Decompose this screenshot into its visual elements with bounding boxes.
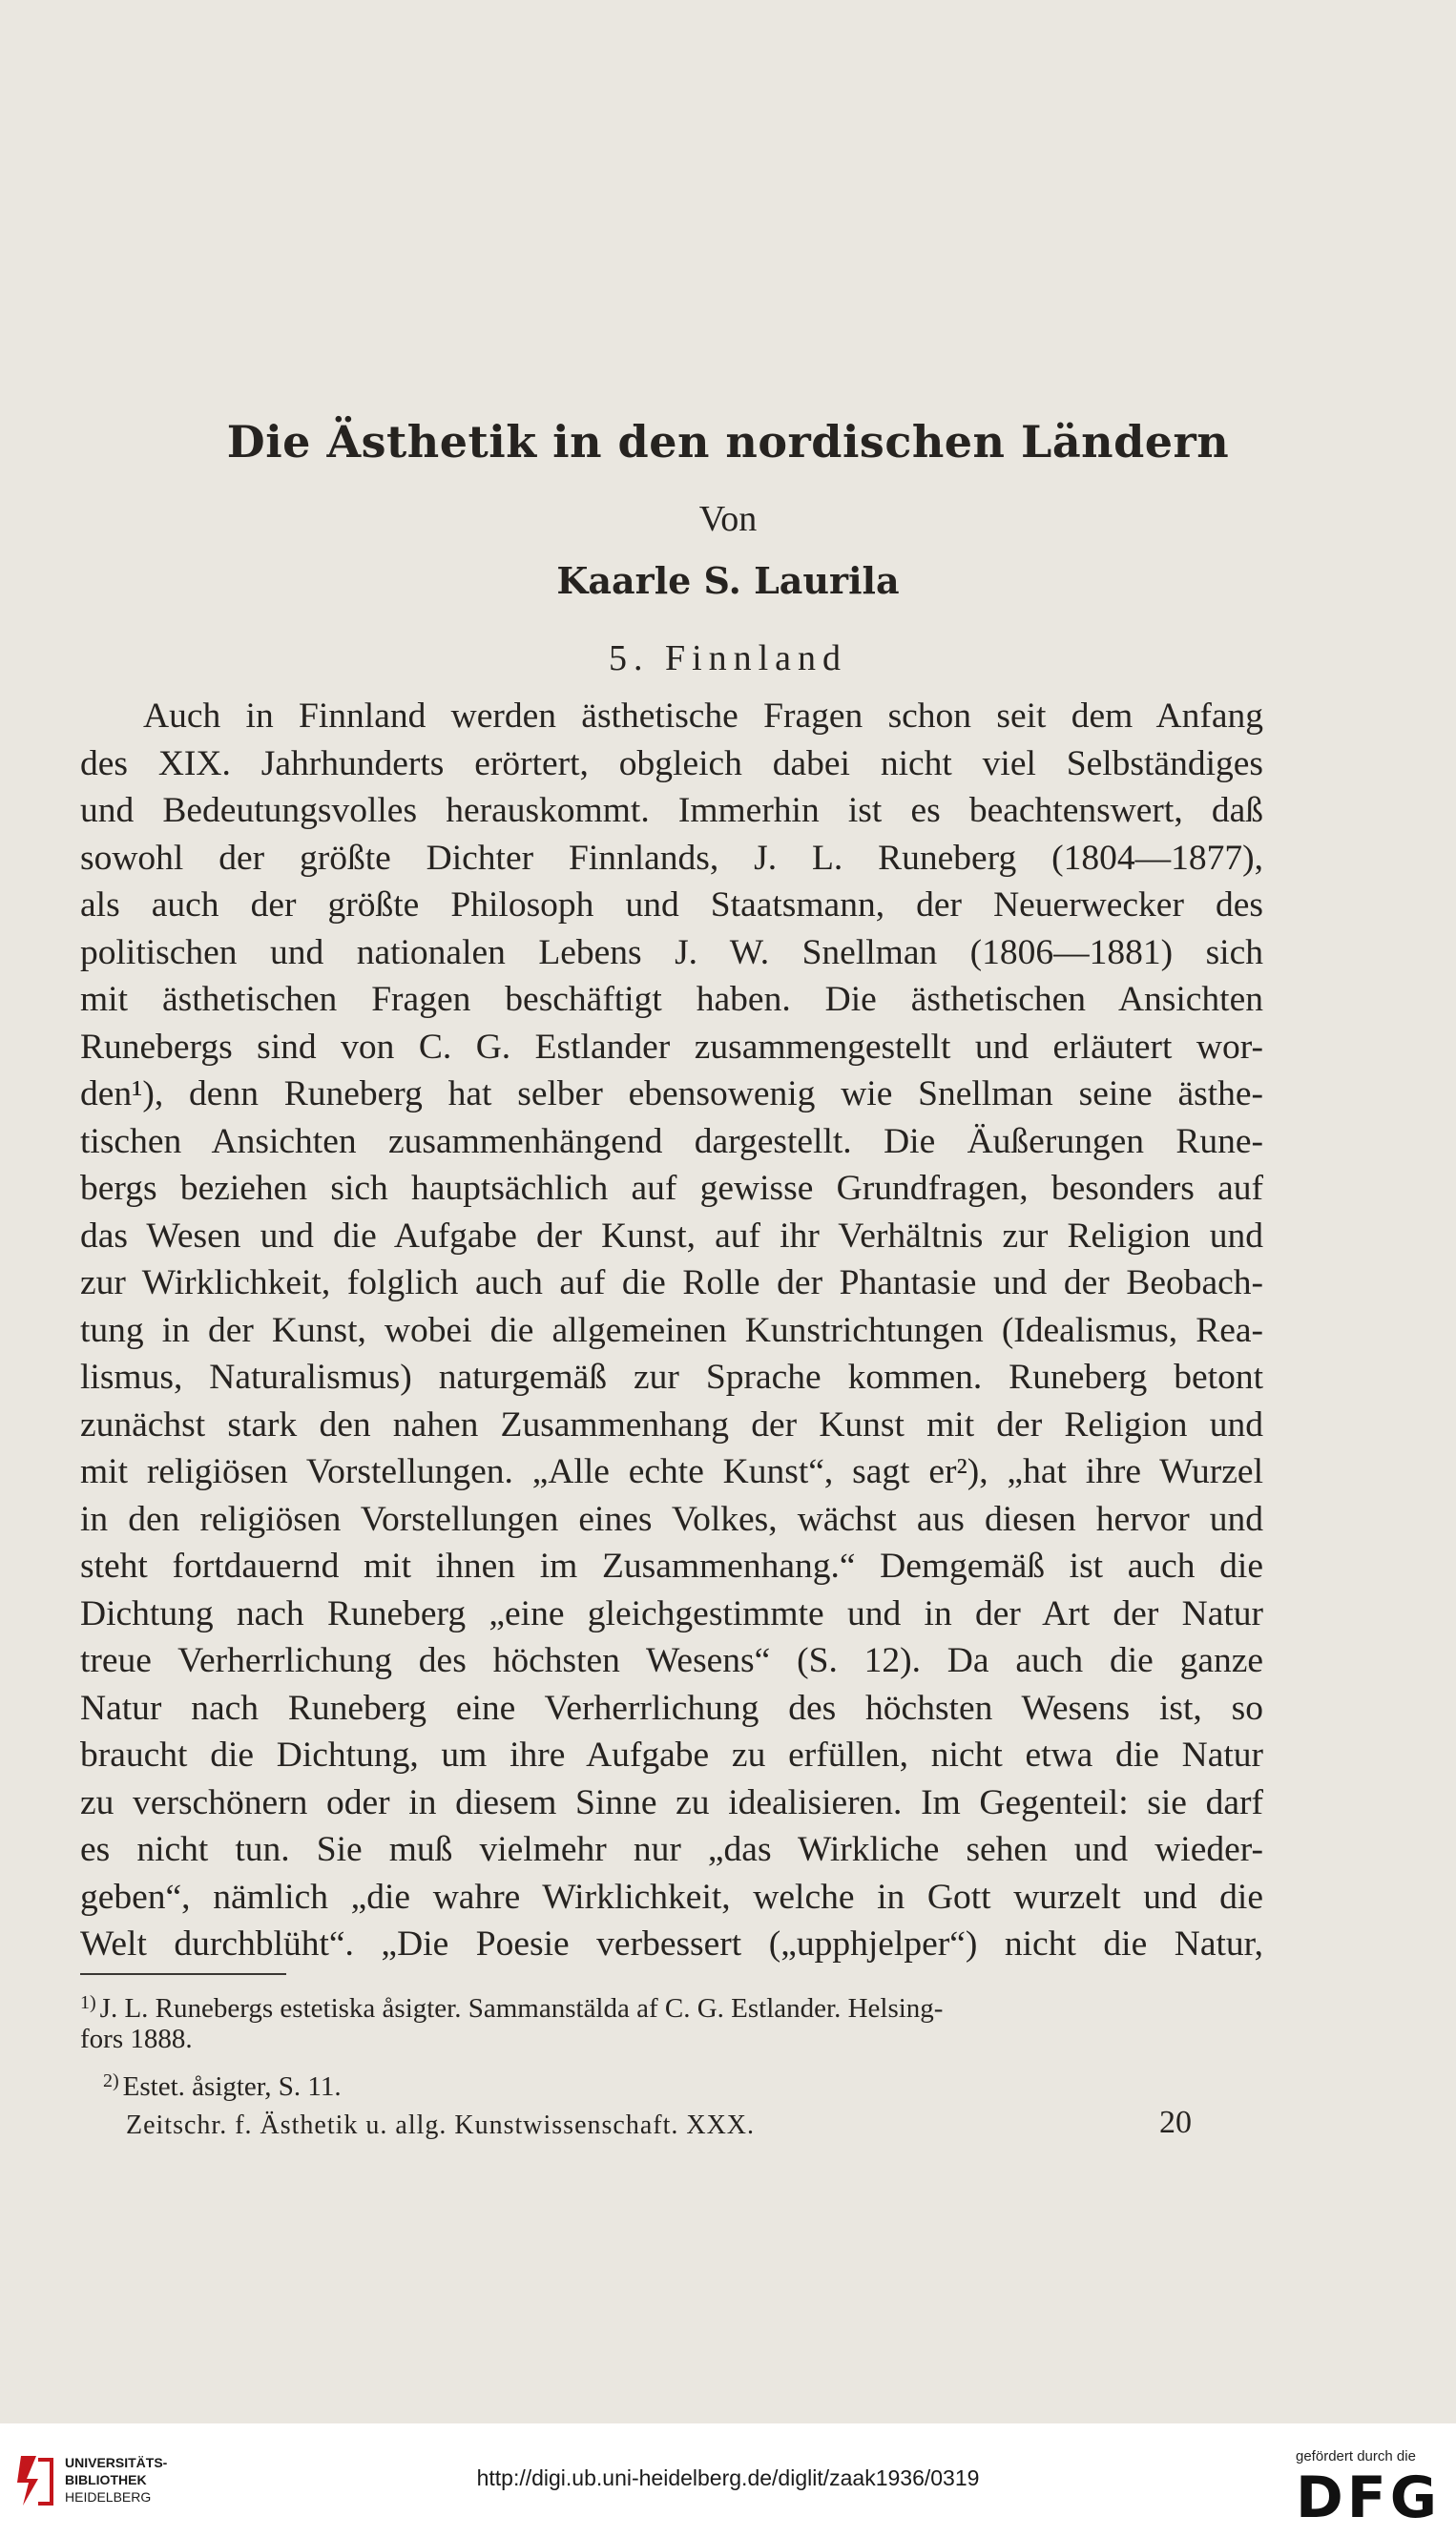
byline-von: Von	[698, 499, 758, 539]
author-name: Kaarle S. Laurila	[556, 559, 900, 602]
body-text	[80, 693, 1263, 1968]
section-heading: 5. Finnland	[608, 638, 848, 678]
library-line-2: BIBLIOTHEK	[65, 2472, 147, 2487]
dfg-logo: DFG	[1296, 2464, 1442, 2531]
journal-footer: Zeitschr. f. Ästhetik u. allg. Kunstwissenschaft. XXX.	[126, 2111, 756, 2140]
body-line: mit ästhetischen Fragen beschäftigt haben. Die ästhetischen Ansichten	[80, 980, 1263, 1019]
body-line: zur Wirklichkeit, folglich auch auf die Rolle der Phantasie und der Beobach-	[80, 1263, 1263, 1302]
footnote-1-text: J. L. Runebergs estetiska åsigter. Sammanstälda af C. G. Estlander. Helsing-	[99, 1993, 944, 2024]
body-line: braucht die Dichtung, um ihre Aufgabe zu erfüllen, nicht etwa die Natur	[80, 1736, 1263, 1775]
body-line: bergs beziehen sich hauptsächlich auf gewisse Grundfragen, besonders auf	[80, 1169, 1263, 1208]
body-line: Runebergs sind von C. G. Estlander zusammengestellt und erläutert wor-	[80, 1027, 1263, 1067]
funding-note: gefördert durch die	[1296, 2448, 1416, 2464]
body-line: steht fortdauernd mit ihnen im Zusammenhang.“ Demgemäß ist auch die	[80, 1547, 1263, 1586]
body-line: den¹), denn Runeberg hat selber ebensowenig wie Snellman seine ästhe-	[80, 1074, 1263, 1113]
footnote-rule	[80, 1973, 286, 1975]
body-line: in den religiösen Vorstellungen eines Volkes, wächst aus diesen hervor und	[80, 1499, 1263, 1539]
body-line: Welt durchblüht“. „Die Poesie verbessert („upphjelper“) nicht die Natur,	[80, 1924, 1263, 1964]
body-line: tischen Ansichten zusammenhängend dargestellt. Die Äußerungen Rune-	[80, 1121, 1263, 1161]
permalink-url[interactable]: http://digi.ub.uni-heidelberg.de/diglit/zaak1936/0319	[476, 2465, 980, 2490]
page-number: 20	[1159, 2105, 1192, 2140]
footnote-2	[80, 2063, 1286, 2105]
body-line: politischen und nationalen Lebens J. W. Snellman (1806—1881) sich	[80, 932, 1263, 972]
body-line: es nicht tun. Sie muß vielmehr nur „das Wirkliche sehen und wieder-	[80, 1830, 1263, 1869]
footnote-1-mark: 1)	[80, 1992, 96, 2013]
body-line: geben“, nämlich „die wahre Wirklichkeit, welche in Gott wurzelt und die	[80, 1877, 1263, 1917]
library-line-1: UNIVERSITÄTS-	[65, 2455, 168, 2470]
body-line: zu verschönern oder in diesem Sinne zu idealisieren. Im Gegenteil: sie darf	[80, 1782, 1263, 1822]
footnote-2-mark: 2)	[103, 2070, 119, 2091]
body-line: tung in der Kunst, wobei die allgemeinen Kunstrichtungen (Idealismus, Rea-	[80, 1310, 1263, 1350]
body-line: lismus, Naturalismus) naturgemäß zur Sprache kommen. Runeberg betont	[80, 1358, 1263, 1397]
body-line: als auch der größte Philosoph und Staatsmann, der Neuerwecker des	[80, 885, 1263, 925]
viewer-bottom-bar	[0, 2423, 1456, 2537]
body-line: treue Verherrlichung des höchsten Wesens“ (S. 12). Da auch die ganze	[80, 1641, 1263, 1680]
body-line: Auch in Finnland werden ästhetische Fragen schon seit dem Anfang	[143, 697, 1263, 736]
library-line-3: HEIDELBERG	[65, 2489, 152, 2505]
footnote-1-continued: fors 1888.	[80, 2024, 193, 2054]
body-line: das Wesen und die Aufgabe der Kunst, auf ihr Verhältnis zur Religion und	[80, 1216, 1263, 1256]
body-line: Dichtung nach Runeberg „eine gleichgestimmte und in der Art der Natur	[80, 1593, 1263, 1633]
body-line: Natur nach Runeberg eine Verherrlichung des höchsten Wesens ist, so	[80, 1688, 1263, 1728]
body-line: des XIX. Jahrhunderts erörtert, obgleich dabei nicht viel Selbständiges	[80, 743, 1263, 783]
article-title: Die Ästhetik in den nordischen Ländern	[226, 416, 1230, 468]
body-line: sowohl der größte Dichter Finnlands, J. L. Runeberg (1804—1877),	[80, 838, 1263, 878]
body-line: zunächst stark den nahen Zusammenhang der Kunst mit der Religion und	[80, 1404, 1263, 1445]
footnote-2-text: Estet. åsigter, S. 11.	[122, 2071, 342, 2102]
body-line: mit religiösen Vorstellungen. „Alle echte Kunst“, sagt er²), „hat ihre Wurzel	[80, 1452, 1263, 1491]
body-line: und Bedeutungsvolles herauskommt. Immerhin ist es beachtenswert, daß	[80, 791, 1263, 830]
